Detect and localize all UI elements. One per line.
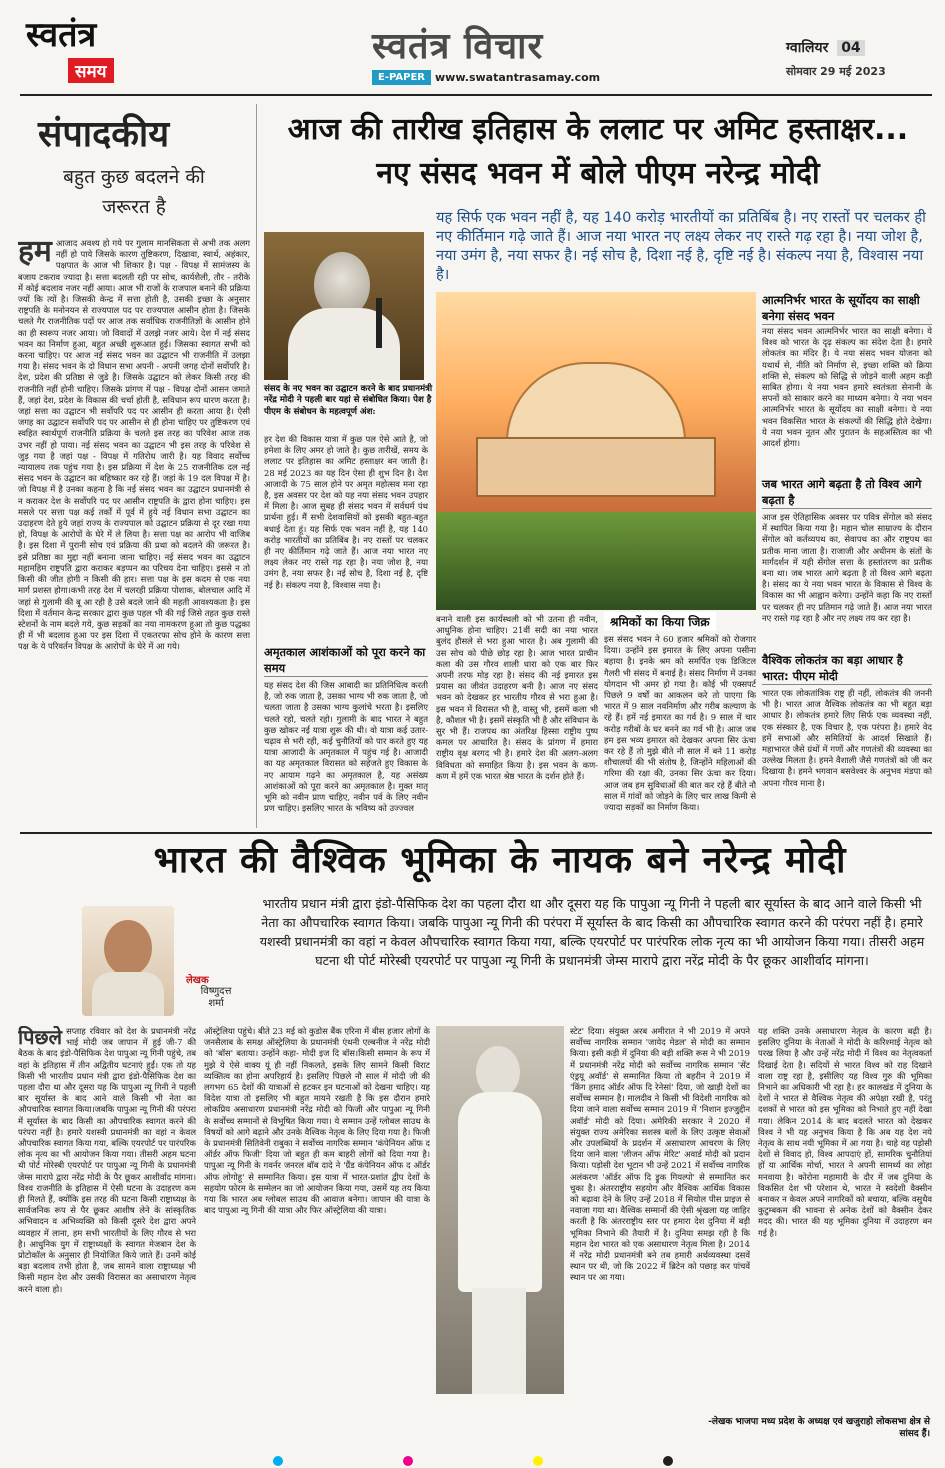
story2-col4-body: यह शक्ति उनके असाधारण नेतृत्व के कारण बढ़ी है। इसलिए दुनिया के नेताओं ने मोदी के करिश्माई नेतृत्व को परख लिया है और उन्हें नरेंद्र मोदी में विश्व का नेतृत्वकर्ता दिखाई देता है। सदियों से भारत विश्व को राह दिखाने वाला राष्ट्र रहा है, इसीलिए यह विश्व गुरु की भूमिका निभाने का अधिकारी भी रहा है। हर कालखंड में दुनिया के देशों ने भारत से वैश्विक नेतृत्व की अपेक्षा रखी है, परंतु दशकों से भारत को इस भूमिका को निभाते हुए नहीं देखा गया। लेकिन 2014 के बाद बदलते भारत को देखकर विश्व ने भी यह अनुभव किया है कि अब यह देश नये नेतृत्व के साथ नयी भूमिका में आ गया है। चाहे वह पड़ोसी देशों से विवाद हो, विश्व आपदाएं हों, सामरिक चुनौतियां हों या आर्थिक मोर्चा, भारत ने अपनी सामर्थ्य का लोहा मनवाया है। कोरोना महामारी के दौर में जब दुनिया के विकसित देश भी परेशान थे, भारत ने स्वदेशी वैक्सीन बनाकर न केवल अपने नागरिकों को बचाया, बल्कि वसुधैव कुटुम्बकम की भावना से अनेक देशों को वैक्सीन देकर मदद की। भारत की यह भूमिका दुनिया में उदाहरण बन गई है। <box>758 1026 932 1238</box>
page-number: 04 <box>837 40 864 56</box>
logo-bottom-text: समय <box>68 58 114 83</box>
city-name: ग्वालियर <box>786 40 829 56</box>
pm-namaste-photo <box>436 1026 564 1394</box>
author-label: लेखक <box>186 975 209 986</box>
story2-col2-body: ऑस्ट्रेलिया पहुंचे। बीते 23 मई को कुडोस बैंक एरिना में बीस हजार लोगों के जनसैलाब के समक्ष ऑस्ट्रेलिया के प्रधानमंत्री एंथनी एल्बनीज ने नरेंद्र मोदी को 'बॉस' बताया। उन्होंने कहा- मोदी इज दि बॉस।किसी सम्मान के रूप में मुझे ये ऐसे वाक्य यूं ही नहीं निकलते, इसके लिए सामने किसी विराट व्यक्तित्व का होना अपरिहार्य है। इसलिए पिछले नौ साल में मोदी जी की लगभग 65 देशों की यात्राओं से हटकर इन घटनाओं को देखना चाहिए। यह विदेश यात्रा तो इसलिए भी बहुत मायने रखती है कि इस दौरान हमारे लोकप्रिय असाधारण प्रधानमंत्री नरेंद्र मोदी को फिजी और पापुआ न्यू गिनी के सर्वोच्च सम्मानों से विभूषित किया गया। ये सम्मान उन्हें ग्लोबल साउथ के विषयों को आगे बढ़ाने और उनके वैश्विक नेतृत्व के लिए दिया गया है। फिजी के प्रधानमंत्री सितिवेनी राबुका ने सर्वोच्च नागरिक सम्मान 'कंपेनियन ऑफ द ऑर्डर ऑफ फिजी' दिया जो बहुत ही कम बाहरी लोगों को दिया गया है। पापुआ न्यू गिनी के गवर्नर जनरल बॉब दादे ने 'ग्रैंड कंपेनियन ऑफ द ऑर्डर ऑफ लोगोहू' से सम्मानित किया। इस यात्रा में भारत-प्रशांत द्वीप देशों के सहयोग फोरम के सम्मेलन का जो आयोजन किया गया, उसमें यह तय किया गया कि भारत अब ग्लोबल साउथ की आवाज बनेगा। जापान की यात्रा के बाद पापुआ न्यू गिनी की यात्रा और फिर ऑस्ट्रेलिया की यात्रा। <box>204 1026 430 1216</box>
column-divider <box>256 104 257 828</box>
story2-headline: भारत की वैश्विक भूमिका के नायक बने नरेन्द्र मोदी <box>153 840 847 881</box>
story1-col4-body: नया संसद भवन आत्मनिर्भर भारत का साक्षी बनेगा। ये विश्व को भारत के दृढ़ संकल्प का संदेश देता है। हमारे लोकतंत्र का मंदिर है। ये नया संसद भवन योजना को यथार्थ से, नीति को निर्माण से, इच्छा शक्ति को क्रिया शक्ति से, संकल्प को सिद्धि से जोड़ने वाली अहम कड़ी साबित होगा। ये नया भवन हमारे स्वतंत्रता सेनानी के सपनों को साकार करने का माध्यम बनेगा। ये नया भवन आत्मनिर्भर भारत के सूर्योदय का साक्षी बनेगा। ये नया भवन विकसित भारत के संकल्पों की सिद्धि होते देखेगा। ये नया भवन नूतन और पुरातन के सहअस्तित्व का भी आदर्श होगा। <box>762 326 932 449</box>
story1-col1-body: हर देश की विकास यात्रा में कुछ पल ऐसे आते है, जो हमेशा के लिए अमर हो जाते है। कुछ तारीखें, समय के ललाट पर इतिहास का अमिट हस्ताक्षर बन जाती है। 28 मई 2023 का यह दिन ऐसा ही शुभ दिन है। देश आजादी के 75 साल होने पर अमृत महोत्सव मना रहा है, इस अवसर पर देश को यह नया संसद भवन उपहार में मिला है। आज सुबह ही संसद भवन में सर्वधर्म पंथ प्रार्थना हुई। मैं सभी देशवासियों को इसकी बहुत-बहुत बधाई देता हूं। यह सिर्फ एक भवन नहीं है, यह 140 करोड़ भारतीयों का प्रतिबिंब है। नए रास्तों पर चलकर ही नए कीर्तिमान गढ़े जाते हैं। आज नया भारत नए लक्ष्य लेकर नए रास्ते गढ़ रहा है। नया जोश है, नया उमंग है, नया सफर है। नई सोच है, दिशा नई है, दृष्टि नई है। संकल्प नया है, विश्वास नया है। <box>264 434 428 590</box>
author-shirt-shape <box>92 972 164 1016</box>
editorial-body <box>18 238 250 826</box>
masthead-rule <box>20 94 932 96</box>
story1-headline <box>264 108 932 196</box>
pm-photo-caption: संसद के नए भवन का उद्घाटन करने के बाद प्रधानमंत्री नरेंद्र मोदी ने पहली बार यहां से संबोधित किया। पेश है पीएम के संबोधन के महत्वपूर्ण अंश: <box>264 384 433 417</box>
city-page-info <box>786 38 865 57</box>
parliament-dome-shape <box>506 362 686 442</box>
editorial-heading: संपादकीय <box>38 113 170 155</box>
story1-col4-body2: आज इस ऐतिहासिक अवसर पर पवित्र सेंगोल को संसद में स्थापित किया गया है। महान चोल साम्राज्य के दौरान सेंगोल को कर्तव्यपथ का, सेवापथ का और राष्ट्रपथ का प्रतीक माना जाता है। राजाजी और अधीनम के संतों के मार्गदर्शन में यही सेंगोल सत्ता के हस्तांतरण का प्रतीक बना था। जब भारत आगे बढ़ता है तो विश्व आगे बढ़ता है। संसद का ये नया भवन भारत के विकास से विश्व के विकास का भी आह्वान करेगा। उन्होंने कहा कि नए रास्तों पर चलकर ही नए प्रतिमान गढ़े जाते हैं। आज नया भारत नए रास्ते गढ़ रहा है और नए लक्ष्य तय कर रहा है। <box>762 512 932 623</box>
paper-title: स्वतंत्र विचार <box>372 26 544 67</box>
editorial-dropcap: हम <box>18 238 52 269</box>
subhead-vishwa: जब भारत आगे बढ़ता है तो विश्व आगे बढ़ता है <box>762 476 932 509</box>
parliament-base-shape <box>476 437 716 497</box>
story1-col1-body2: यह संसद देश की जिस आबादी का प्रतिनिधित्व करती है, जो रुक जाता है, उसका भाग्य भी रुक जाता है, जो चलता जाता है उसका भाग्य कुलांचे भरता है। इसलिए चलते रहो, चलते रहो। गुलामी के बाद भारत ने बहुत कुछ खोकर नई यात्रा शुरू की थी। वो यात्रा कई उतार-चढ़ाव से भरी रही, कई चुनौतियों को पार करते हुए यह यात्रा आजादी के अमृतकाल में पहुंच गई है। आजादी का यह अमृतकाल विरासत को सहेजते हुए विकास के नए आयाम गढ़ने का अमृतकाल है, यह असंख्य आशंकाओं को पूरा करने का अमृतकाल है। मुक्त मातृ भूमि को नवीन प्राण चाहिए, नवीन पर्व के लिए नवीन प्रण चाहिए। इसलिए भारत के भविष्य को उज्ज्वल <box>264 680 428 814</box>
photo-body-shape <box>288 308 400 380</box>
issue-date: सोमवार 29 मई 2023 <box>786 65 886 78</box>
story1-col3-body: इस संसद भवन ने 60 हजार श्रमिकों को रोजगार दिया। उन्होंने इस इमारत के लिए अपना पसीना बहाया है। इनके श्रम को समर्पित एक डिजिटल गैलरी भी संसद में बनाई है। संसद निर्माण में उनका योगदान भी अमर हो गया है। कोई भी एक्सपर्ट पिछले 9 वर्षों का आकलन करे तो पाएगा कि भारत में 9 साल नवनिर्माण और गरीब कल्याण के रहे हैं। हमें नई इमारत का गर्व है। 9 साल में चार करोड़ गरीबों के घर बनने का गर्व भी है। आज जब हम इस भव्य इमारत को देखकर अपना सिर ऊंचा कर रहे हैं तो मुझे बीते नौ साल में बने 11 करोड़ शौचालयों की भी संतोष है, जिन्होंने महिलाओं की गरिमा की रक्षा की, उनका सिर ऊंचा कर दिया। आज जब हम सुविधाओं की बात कर रहे हैं बीते नौ साल में गांवों को जोड़ने के लिए चार लाख किमी से ज्यादा सड़कों का निर्माण किया। <box>604 634 756 813</box>
registration-mark-cyan <box>273 1456 283 1466</box>
story2-intro: भारतीय प्रधान मंत्री द्वारा इंडो-पैसिफिक देश का पहला दौरा था और दूसरा यह कि पापुआ न्यू गिनी ने पहली बार सूर्यास्त के बाद आने वाले किसी भी नेता का औपचारिक स्वागत किया। जबकि पापुआ न्यू गिनी की परंपरा में सूर्यास्त के बाद किसी का औपचारिक स्वागत करने की परंपरा नहीं है। हमारे यशस्वी प्रधानमंत्री का वहां न केवल औपचारिक स्वागत किया गया, बल्कि एयरपोर्ट पर पारंपरिक लोक नृत्य का भी आयोजन किया गया। तीसरी अहम घटना थी पोर्ट मोरेस्बी एयरपोर्ट पर पापुआ न्यू गिनी के प्रधानमंत्री जेम्स मारापे द्वारा नरेंद्र मोदी के पैर छूकर आशीर्वाद मांगना। <box>259 896 925 968</box>
author-credit-note: -लेखक भाजपा मध्य प्रदेश के अध्यक्ष एवं खजुराहो लोकसभा क्षेत्र से सांसद हैं। <box>708 1417 930 1439</box>
story2-col1-body <box>18 1026 196 1412</box>
editorial-text: आजाद अवश्य हो गये पर गुलाम मानसिकता से अभी तक अलग नहीं हो पाये जिसके कारण तुष्टिकरण, दिखावा, स्वार्थ, अहंकार, पक्षपात के आज भी शिकार है। पक्ष - विपक्ष में सामंजस्य के बजाय टकराव ज्यादा है। सत्ता बदलती रही पर सोच, कार्यशैली, तौर - तरीके में कोई बदलाव नजर नहीं आया। आज भी राजों के राजपाल बनाने की प्रक्रिया ज्यों कि त्यों है। जिसकी केन्द्र में सत्ता होती है, उसकी इच्छा के अनुसार राष्ट्रपति के मनोनयन से राज्यपाल पद पर राज्यपाल आसीन होता है। जिसके चलते गैर राजनीतिक पदों पर आज तक सर्वाधिक राजनीतिज्ञों के आसीन होने का ही स्वरूप नजर आया। जो विवादों में उलझे नजर आये। देश में नई संसद भवन का निर्माण हुआ, बहुत अच्छी शुरूआत हुई। जिसका स्वागत सभी को करना चाहिए। पर आज नई संसद भवन का उद्घाटन भी राजनीति में उलझा गया है। संसद भवन के दो विधान सभा अपनी - अपनी जगह दोनों सर्वोपरि है। देश, प्रदेश की प्रतिष्ठा से जुडे है। जिसके उद्घाटन को लेकर किसी तरह की राजनीति नहीं होनी चाहिए। जिसके प्रांगण में पक्ष - विपक्ष दोनों आसन जमाते हैं, जहां देश, प्रदेश के विकास की चर्चा होती है, सविधान रूप धारण करता है। जहां सत्ता का उद्घाटन भी सर्वोपरि पद पर आसीन ही करता आया है। ऐसी जगह का उद्घाटन सर्वोपरि पद पर आसीन से ही होना चाहिए पर तुष्टिकरण एवं स्वहित स्वार्थपूर्ण राजनीति प्रक्रिया के चलते इस तरह का परिवेश आज तक उभर नहीं हो पाया। नई संसद भवन का उद्घाटन भी इस तरह के परिवेश से जुड़ गया है जहां पक्ष - विपक्ष में गतिरोध जारी है। यह विवाद सर्वोच्च न्यायालय तक पहुंच गया है। इस प्रक्रिया में देश के 25 राजनीतिक दल नई संसद भवन के उद्घाटन का बहिष्कार कर रहे हैं। जहां के 19 दल विपक्ष में है। जो विपक्ष में है उनका कहना है कि नई संसद भवन का उद्घाटन प्रधानमंत्री से न कराकर देश के सर्वोपरि पद पर आसीन राष्ट्रपति के द्वारा होना चाहिए। इस मसले पर सत्ता पक्ष कई तर्कों में पूर्व में हुये नई विधान सभा उद्घाटन का उदाहरण देते हुये जहां राज्य के राज्यपाल को उद्घाटन प्रक्रिया से दूर रखा गया हो, विपक्ष के आरोपों के घेरे में ले लिया है। सत्ता पक्ष का आरोप भी वाजिब है। इस दिशा में पुरानी सोच एवं प्रक्रिया की प्रथा को बदलने की जरूरत है। इसे प्रतिष्ठा का मुद्दा नहीं बनाना जाना चाहिए। नई संसद भवन का उद्घाटन महामहिम राष्ट्रपति द्वारा कराकर बड़प्पन का परिचय देना चाहिए। इससे न तो किसी की जीत होगी न किसी की हार। सत्ता पक्ष के इस कदम से एक नया मार्ग प्रशस्त होगा।कभी तरह देश में चलरही प्रक्रिया पोशाक, बोलचाल आदि में जहां से गुलामी की बू आ रही है उसे बदले जाने की महती आवश्यकता है। इस दिशा में वर्तमान केन्द्र सरकार द्वारा कुछ पहल भी की गई जिसे तहत कुछ रास्ते स्टेशनों के नाम बदले गये, कुछ सड़कों का नया नामकरण हुआ तो कुछ पद्धका ही में भी बदलाव हुआ पर इस दिशा में एकतरफा सोच होने के कारण सत्ता पक्ष के ये परिवर्तन विपक्ष के आरोपों के घेरे में आ गये। <box>18 238 250 652</box>
masthead <box>0 0 945 92</box>
story2-col1-text: सप्ताह रविवार को देश के प्रधानमंत्री नरेंद्र भाई मोदी जब जापान में हुई जी-7 की बैठक के बाद इंडो-पैसिफिक देश पापुआ न्यू गिनी पहुंचे, तब वहां के इतिहास में तीन अद्वितीय घटनाएं हुईं। एक तो यह किसी भी भारतीय प्रधान मंत्री द्वारा इंडो-पैसिफिक देश का पहला दौरा था और दूसरा यह कि पापुआ न्यू गिनी ने पहली बार सूर्यास्त के बाद आने वाले किसी भी नेता का औपचारिक स्वागत किया।जबकि पापुआ न्यू गिनी की परंपरा में सूर्यास्त के बाद किसी का औपचारिक स्वागत करने की परंपरा नहीं है। हमारे यशस्वी प्रधानमंत्री का वहां न केवल औपचारिक स्वागत किया गया, बल्कि एयरपोर्ट पर पारंपरिक लोक नृत्य का भी आयोजन किया गया। तीसरी अहम घटना थी पोर्ट मोरेस्बी एयरपोर्ट पर पापुआ न्यू गिनी के प्रधानमंत्री जेम्स मारापे द्वारा नरेंद्र मोदी के पैर छूकर आशीर्वाद मांगना। विश्व राजनीति के इतिहास में ऐसी घटना के उदाहरण कम ही मिलते हैं, क्योंकि इस तरह की घटना किसी राष्ट्राध्यक्ष के सार्वजनिक रूप से पैर छूकर आशीष लेने के सांस्कृतिक अभिवादन व अभिव्यक्ति को किसी दूसरे देश द्वारा अपने व्यवहार में लाना, हम सभी भारतीयों के लिए गौरव से भरा है। आधुनिक युग में राष्ट्राध्यक्षों के स्वागत मेजबान देश के प्रोटोकॉल के अनुसार ही नियोजित किये जाते हैं। उनमें कोई बड़ा बदलाव तभी होता है, जब सामने वाला राष्ट्राध्यक्ष भी किसी महान देश और उसकी विरासत का असाधारण नेतृत्व करने वाला हो। <box>18 1026 196 1294</box>
photo2-legs-shape <box>472 1288 526 1394</box>
story1-col2-body: बनाने वाली इस कार्यस्थली को भी उतना ही नवीन, आधुनिक होना चाहिए। 21वीं सदी का नया भारत बुलंद हौसले से भरा हुआ भारत है। अब गुलामी की उस सोच को पीछे छोड़ रहा है। आज भारत प्राचीन कला की उस गौरव शाली धारा को एक बार फिर अपनी तरफ मोड़ रहा है। संसद की नई इमारत इस प्रयास का जीवंत उदाहरण बनी है। आज नए संसद भवन को देखकर हर भारतीय गौरव से भरा हुआ है। इस भवन में विरासत भी है, वास्तु भी, इसमें कला भी है, कौशल भी है। इसमें संस्कृति भी है और संविधान के सुर भी हैं। राजपथ का अंतरिक्ष हिस्सा राष्ट्रीय पुष्प कमल पर आधारित है। संसद के प्रांगण में हमारा राष्ट्रीय वृक्ष बरगद भी है। हमारे देश की अलग-अलग विविधता को समाहित किया है। इस भवन के कण-कण में हमें एक भारत श्रेष्ठ भारत के दर्शन होते हैं। <box>436 614 598 781</box>
story1-intro: यह सिर्फ एक भवन नहीं है, यह 140 करोड़ भारतीयों का प्रतिबिंब है। नए रास्तों पर चलकर ही नए कीर्तिमान गढ़े जाते हैं। आज नया भारत नए लक्ष्य लेकर नए रास्ते गढ़ रहा है। नया जोश है, नया उमंग है, नया सफर है। नई सोच है, दिशा नई है, दृष्टि नई है। संकल्प नया है, विश्वास नया है। <box>436 209 926 283</box>
subhead-loktantra: वैश्विक लोकतंत्र का बड़ा आधार है भारत: पीएम मोदी <box>762 652 932 685</box>
subhead-amrit: अमृतकाल आशंकाओं को पूरा करने का समय <box>264 644 428 677</box>
author-name: विष्णुदत्त शर्मा <box>200 986 232 1009</box>
photo2-kurta-shape <box>458 1092 542 1292</box>
author-photo <box>82 906 174 1016</box>
subhead-atmanirbhar: आत्मनिर्भर भारत के सूर्योदय का साक्षी बनेगा संसद भवन <box>762 292 932 325</box>
epaper-bar <box>372 68 600 86</box>
photo2-head-shape <box>476 1046 520 1098</box>
registration-mark-magenta <box>403 1456 413 1466</box>
website-link[interactable]: www.swatantrasamay.com <box>435 70 601 84</box>
logo-top-text: स्वतंत्र <box>26 15 97 55</box>
editorial-subheading: बहुत कुछ बदलने की जरूरत है <box>63 166 205 218</box>
story1-headline-line1: आज की तारीख इतिहास के ललाट पर अमिट हस्ताक्षर... <box>287 112 909 147</box>
microphone-icon <box>376 298 382 348</box>
workers-subhead: श्रमिकों का किया जिक्र <box>604 612 716 631</box>
story1-headline-line2: नए संसद भवन में बोले पीएम नरेन्द्र मोदी <box>376 156 820 191</box>
story-separator <box>20 832 932 834</box>
registration-mark-yellow <box>533 1456 543 1466</box>
epaper-tag: E-PAPER <box>372 70 431 85</box>
print-registration-marks <box>0 1456 945 1468</box>
author-face-shape <box>104 920 152 976</box>
story2-dropcap: पिछले <box>18 1026 63 1049</box>
story2-col3-body: स्टेट' दिया। संयुक्त अरब अमीरात ने भी 2019 में अपने सर्वोच्च नागरिक सम्मान 'जायेद मेडल' से मोदी का सम्मान किया। इसी कड़ी में दुनिया की बड़ी शक्ति रूस ने भी 2019 में प्रधानमंत्री नरेंद्र मोदी को सर्वोच्च नागरिक सम्मान 'सेंट एंड्रयू अवॉर्ड' से सम्मानित किया तो बहरीन ने 2019 में 'किंग हमाद ऑर्डर ऑफ दि रेनेसां' दिया, जो खाड़ी देशों का सर्वोच्च सम्मान है। मालदीव ने किसी भी विदेशी नागरिक को दिया जाने वाला सर्वोच्च सम्मान 2019 में 'निशान इज्जुद्दीन अवॉर्ड' मोदी को दिया। अमेरिकी सरकार ने 2020 में संयुक्त राज्य अमेरिका सशस्त्र बलों के लिए उत्कृष्ट सेवाओं और उपलब्धियों के प्रदर्शन में असाधारण आचरण के लिए दिया जाने वाला 'लीजन ऑफ मेरिट' अवार्ड मोदी को प्रदान किया। पड़ोसी देश भूटान भी उन्हें 2021 में सर्वोच्च नागरिक अलंकरण 'ऑर्डर ऑफ दि ड्रुक गियल्पो' से सम्मानित कर चुका है। अंतरराष्ट्रीय सहयोग और वैश्विक आर्थिक विकास को बढ़ावा देने के लिए उन्हें 2018 में सियोल पीस प्राइज से नवाजा गया था। वैश्विक सम्मानों की ऐसी श्रृंखला यह जाहिर करती है कि अंतरराष्ट्रीय स्तर पर हमारा देश दुनिया में बड़ी भूमिका निभाने की तैयारी में है। दुनिया समझ रही है कि महान देश भारत को एक असाधारण नेतृत्व मिला है। 2014 में नरेंद्र मोदी प्रधानमंत्री बने तब हमारी अर्थव्यवस्था दसवें स्थान पर थी, जो कि 2022 में ब्रिटेन को पछाड़ कर पांचवें स्थान पर आ गया। <box>570 1026 750 1283</box>
parliament-lawn-shape <box>436 512 756 610</box>
new-parliament-photo <box>436 292 756 610</box>
newspaper-logo <box>26 16 146 86</box>
pm-speech-photo <box>264 232 424 380</box>
story1-col4-body3: भारत एक लोकतांत्रिक राष्ट्र ही नहीं, लोकतंत्र की जननी भी है। भारत आज वैश्विक लोकतंत्र का भी बहुत बड़ा आधार है। लोकतंत्र हमारे लिए सिर्फ एक व्यवस्था नहीं, एक संस्कार है, एक विचार है, एक परंपरा है। हमारे वेद हमें सभाओं और समितियों के आदर्श सिखाते हैं। महाभारत जैसे ग्रंथों में गणों और गणतंत्रों की व्यवस्था का उल्लेख मिलता है। हमने वैशाली जैसे गणतंत्रों को जी कर दिखाया है। हमने भगवान बसवेश्वर के अनुभव मंडपा को अपना गौरव माना है। <box>762 688 932 788</box>
registration-mark-black <box>663 1456 673 1466</box>
